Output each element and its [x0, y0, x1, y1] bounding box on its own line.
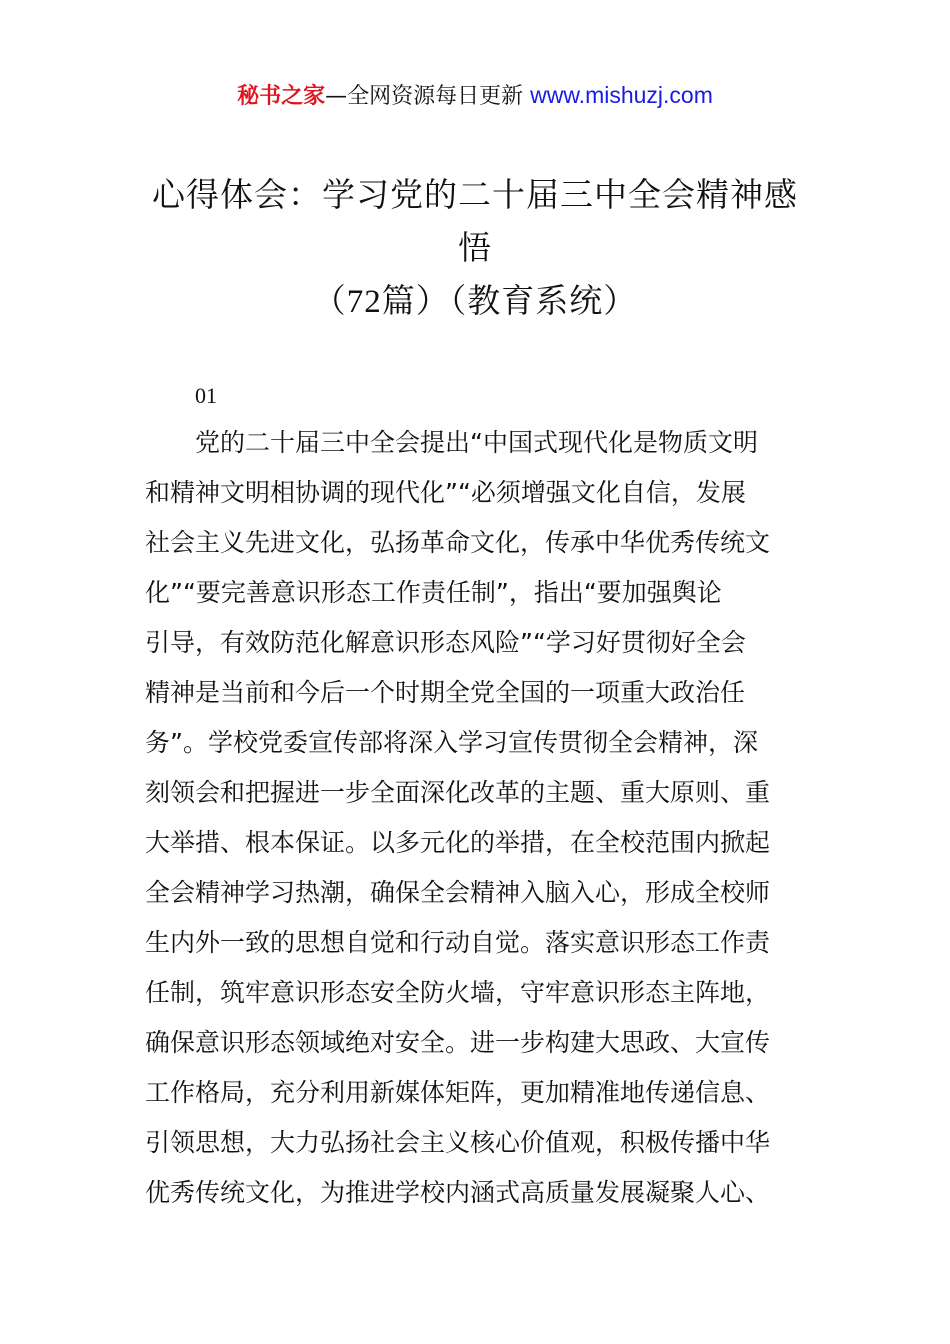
body-line: 刻领会和把握进一步全面深化改革的主题、重大原则、重 — [145, 778, 771, 807]
body-line: 优秀传统文化，为推进学校内涵式高质量发展凝聚人心、 — [145, 1178, 771, 1207]
title-line-2: 悟 — [458, 228, 492, 267]
body-line: 确保意识形态领域绝对安全。进一步构建大思政、大宣传 — [145, 1028, 771, 1057]
body-line: 化”“要完善意识形态工作责任制”，指出“要加强舆论 — [145, 578, 722, 607]
body-line: 全会精神学习热潮，确保全会精神入脑入心，形成全校师 — [145, 878, 771, 907]
body-line: 和精神文明相协调的现代化”“必须增强文化自信，发展 — [145, 478, 746, 507]
page-header — [0, 80, 950, 112]
body-line: 大举措、根本保证。以多元化的举措，在全校范围内掀起 — [145, 828, 771, 857]
header-slogan: —全网资源每日更新 — [325, 84, 524, 109]
brand-name: 秘书之家 — [237, 84, 326, 109]
body-line: 生内外一致的思想自觉和行动自觉。落实意识形态工作责 — [145, 928, 771, 957]
body-line: 社会主义先进文化，弘扬革命文化，传承中华优秀传统文 — [145, 528, 771, 557]
body-line: 任制，筑牢意识形态安全防火墙，守牢意识形态主阵地， — [145, 978, 771, 1007]
body-line: 引领思想，大力弘扬社会主义核心价值观，积极传播中华 — [145, 1128, 771, 1157]
document-title — [140, 168, 810, 329]
title-paren-open: （ — [312, 281, 347, 320]
title-line-3 — [140, 274, 810, 329]
title-category: 篇）（教育系统） — [381, 281, 638, 320]
body-line: 党的二十届三中全会提出“中国式现代化是物质文明 — [145, 428, 758, 457]
website-url[interactable]: www.mishuzj.com — [530, 82, 713, 108]
title-line-1: 心得体会：学习党的二十届三中全会精神感 — [152, 175, 798, 214]
body-paragraph — [145, 418, 815, 1218]
title-article-count: 72 — [346, 284, 382, 320]
body-line: 引导，有效防范化解意识形态风险”“学习好贯彻好全会 — [145, 628, 746, 657]
section-number: 01 — [195, 383, 217, 408]
body-line: 工作格局，充分利用新媒体矩阵，更加精准地传递信息、 — [145, 1078, 771, 1107]
body-line: 务”。学校党委宣传部将深入学习宣传贯彻全会精神，深 — [145, 728, 758, 757]
body-line: 精神是当前和今后一个时期全党全国的一项重大政治任 — [145, 678, 746, 707]
